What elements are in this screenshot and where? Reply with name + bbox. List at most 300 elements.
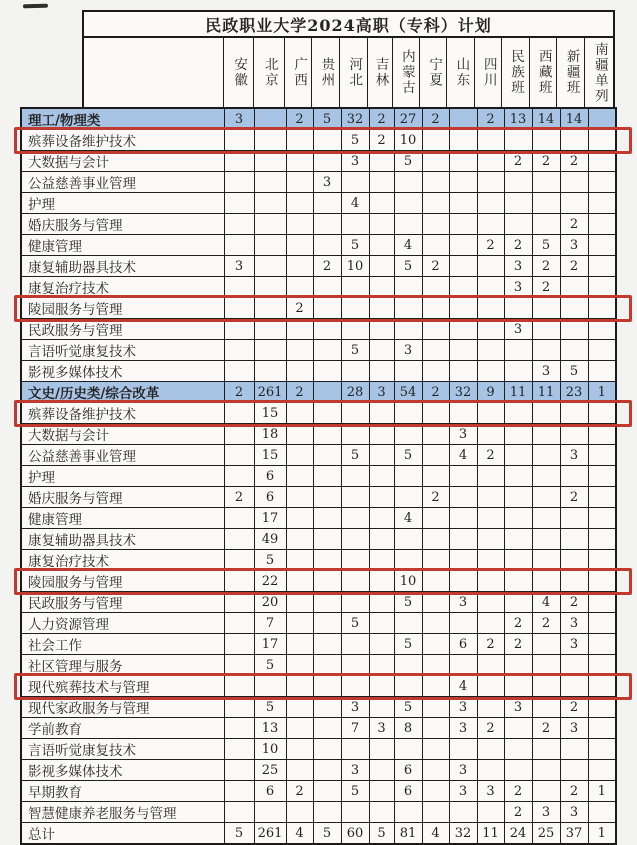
value-cell: 28	[341, 382, 369, 403]
row-label: 言语听觉康复技术	[21, 739, 224, 760]
row-label: 社区管理与服务	[21, 655, 224, 676]
value-cell: 5	[394, 634, 422, 655]
value-cell	[532, 403, 560, 424]
value-cell: 3	[560, 718, 588, 739]
row-label: 文史/历史类/综合改革	[21, 382, 224, 403]
value-cell	[254, 193, 286, 214]
value-cell: 3	[560, 613, 588, 634]
value-cell	[422, 529, 449, 550]
value-cell	[588, 739, 616, 760]
value-cell: 9	[477, 382, 504, 403]
value-cell: 3	[504, 319, 532, 340]
value-cell	[369, 256, 394, 277]
major-row	[21, 781, 616, 802]
value-cell	[422, 760, 449, 781]
value-cell	[369, 676, 394, 697]
value-cell	[286, 550, 313, 571]
value-cell	[532, 781, 560, 802]
value-cell	[449, 571, 477, 592]
row-label: 公益慈善事业管理	[21, 172, 224, 193]
value-cell	[224, 466, 254, 487]
value-cell	[341, 277, 369, 298]
value-cell: 261	[254, 382, 286, 403]
value-cell	[254, 340, 286, 361]
value-cell: 2	[224, 382, 254, 403]
value-cell: 2	[477, 634, 504, 655]
column-header-text: 新疆班	[563, 49, 580, 96]
value-cell	[449, 151, 477, 172]
value-cell: 22	[254, 571, 286, 592]
value-cell	[504, 655, 532, 676]
value-cell	[588, 550, 616, 571]
value-cell: 10	[394, 571, 422, 592]
value-cell	[224, 361, 254, 382]
value-cell: 2	[560, 151, 588, 172]
value-cell	[477, 529, 504, 550]
value-cell: 3	[341, 697, 369, 718]
value-cell	[254, 214, 286, 235]
value-cell: 3	[477, 781, 504, 802]
row-label: 社会工作	[21, 634, 224, 655]
value-cell: 4	[286, 823, 313, 845]
value-cell	[313, 550, 341, 571]
value-cell: 32	[449, 382, 477, 403]
value-cell	[422, 676, 449, 697]
value-cell	[477, 508, 504, 529]
value-cell	[224, 550, 254, 571]
column-header-text: 山东	[453, 57, 470, 88]
major-row	[21, 529, 616, 550]
value-cell	[477, 676, 504, 697]
value-cell: 3	[504, 277, 532, 298]
value-cell: 25	[532, 823, 560, 845]
value-cell	[422, 697, 449, 718]
value-cell	[422, 298, 449, 319]
value-cell: 54	[394, 382, 422, 403]
value-cell	[588, 655, 616, 676]
value-cell	[504, 592, 532, 613]
value-cell	[394, 277, 422, 298]
value-cell	[341, 802, 369, 823]
value-cell	[224, 151, 254, 172]
value-cell	[286, 697, 313, 718]
value-cell: 5	[560, 361, 588, 382]
value-cell: 37	[560, 823, 588, 845]
value-cell: 7	[254, 613, 286, 634]
value-cell	[341, 361, 369, 382]
table-title-text: 民政职业大学2024高职（专科）计划	[205, 15, 492, 35]
value-cell	[504, 718, 532, 739]
value-cell	[422, 130, 449, 151]
value-cell	[588, 634, 616, 655]
value-cell	[369, 277, 394, 298]
value-cell	[504, 298, 532, 319]
value-cell	[449, 403, 477, 424]
value-cell: 14	[560, 108, 588, 130]
value-cell	[449, 193, 477, 214]
value-cell	[449, 739, 477, 760]
value-cell	[588, 340, 616, 361]
value-cell: 4	[532, 592, 560, 613]
row-label: 现代殡葬技术与管理	[21, 676, 224, 697]
value-cell: 2	[477, 235, 504, 256]
value-cell	[504, 550, 532, 571]
value-cell	[422, 508, 449, 529]
row-label: 殡葬设备维护技术	[21, 403, 224, 424]
value-cell: 4	[449, 676, 477, 697]
value-cell	[449, 256, 477, 277]
value-cell: 2	[477, 108, 504, 130]
value-cell	[504, 571, 532, 592]
major-row	[21, 256, 616, 277]
value-cell	[504, 529, 532, 550]
value-cell	[224, 193, 254, 214]
value-cell	[532, 655, 560, 676]
value-cell	[504, 214, 532, 235]
column-header-row	[82, 36, 615, 109]
value-cell: 3	[224, 256, 254, 277]
value-cell	[313, 193, 341, 214]
value-cell	[422, 718, 449, 739]
value-cell: 2	[560, 592, 588, 613]
value-cell	[422, 571, 449, 592]
row-label: 护理	[21, 193, 224, 214]
row-label: 大数据与会计	[21, 151, 224, 172]
value-cell: 2	[504, 802, 532, 823]
value-cell: 32	[449, 823, 477, 845]
value-cell	[341, 529, 369, 550]
value-cell	[224, 718, 254, 739]
value-cell	[224, 235, 254, 256]
value-cell	[313, 655, 341, 676]
value-cell	[286, 676, 313, 697]
value-cell	[588, 277, 616, 298]
value-cell	[532, 424, 560, 445]
value-cell	[477, 571, 504, 592]
value-cell: 2	[422, 487, 449, 508]
row-label: 影视多媒体技术	[21, 361, 224, 382]
value-cell	[449, 529, 477, 550]
value-cell	[313, 592, 341, 613]
value-cell	[286, 403, 313, 424]
value-cell	[313, 718, 341, 739]
major-row	[21, 466, 616, 487]
value-cell	[422, 739, 449, 760]
value-cell	[286, 760, 313, 781]
value-cell: 6	[394, 760, 422, 781]
value-cell	[369, 508, 394, 529]
value-cell: 261	[254, 823, 286, 845]
value-cell	[588, 529, 616, 550]
value-cell	[224, 277, 254, 298]
major-row	[21, 592, 616, 613]
value-cell	[504, 130, 532, 151]
value-cell	[313, 613, 341, 634]
value-cell: 14	[532, 108, 560, 130]
value-cell	[588, 151, 616, 172]
row-label: 智慧健康养老服务与管理	[21, 802, 224, 823]
value-cell	[422, 319, 449, 340]
value-cell: 2	[532, 718, 560, 739]
major-row	[21, 571, 616, 592]
value-cell	[449, 550, 477, 571]
value-cell	[532, 571, 560, 592]
value-cell: 3	[369, 718, 394, 739]
value-cell	[369, 319, 394, 340]
value-cell	[369, 655, 394, 676]
value-cell: 7	[341, 718, 369, 739]
value-cell	[422, 340, 449, 361]
value-cell	[369, 487, 394, 508]
value-cell	[286, 655, 313, 676]
value-cell	[588, 592, 616, 613]
value-cell	[588, 676, 616, 697]
value-cell	[532, 550, 560, 571]
value-cell	[313, 445, 341, 466]
value-cell	[422, 361, 449, 382]
row-label: 人力资源管理	[21, 613, 224, 634]
value-cell	[286, 445, 313, 466]
value-cell	[532, 634, 560, 655]
value-cell	[477, 277, 504, 298]
value-cell	[394, 172, 422, 193]
value-cell	[286, 739, 313, 760]
value-cell: 25	[254, 760, 286, 781]
value-cell	[422, 235, 449, 256]
value-cell: 13	[504, 108, 532, 130]
value-cell	[394, 319, 422, 340]
row-label: 现代家政服务与管理	[21, 697, 224, 718]
value-cell	[477, 424, 504, 445]
value-cell: 5	[394, 256, 422, 277]
value-cell	[560, 655, 588, 676]
row-label: 陵园服务与管理	[21, 571, 224, 592]
row-label: 影视多媒体技术	[21, 760, 224, 781]
value-cell: 4	[394, 235, 422, 256]
value-cell	[394, 466, 422, 487]
value-cell	[224, 214, 254, 235]
value-cell	[532, 319, 560, 340]
value-cell	[286, 424, 313, 445]
value-cell: 2	[504, 151, 532, 172]
value-cell	[504, 466, 532, 487]
value-cell	[369, 760, 394, 781]
value-cell	[341, 466, 369, 487]
column-header	[502, 38, 530, 107]
value-cell: 1	[588, 823, 616, 845]
column-header-text: 广西	[291, 57, 308, 88]
value-cell	[588, 487, 616, 508]
value-cell: 2	[504, 613, 532, 634]
value-cell	[532, 739, 560, 760]
value-cell	[560, 277, 588, 298]
value-cell: 2	[286, 108, 313, 130]
value-cell	[588, 613, 616, 634]
value-cell	[224, 613, 254, 634]
major-row	[21, 760, 616, 781]
value-cell: 5	[341, 235, 369, 256]
value-cell	[394, 298, 422, 319]
value-cell	[477, 361, 504, 382]
value-cell	[224, 508, 254, 529]
major-row	[21, 424, 616, 445]
value-cell	[449, 108, 477, 130]
value-cell	[422, 193, 449, 214]
value-cell	[560, 508, 588, 529]
value-cell: 2	[560, 256, 588, 277]
empty-corner-cell	[84, 38, 224, 107]
value-cell: 6	[394, 781, 422, 802]
value-cell	[313, 361, 341, 382]
row-label: 总计	[21, 823, 224, 845]
value-cell	[341, 172, 369, 193]
value-cell	[313, 298, 341, 319]
value-cell	[477, 319, 504, 340]
value-cell	[560, 319, 588, 340]
value-cell: 5	[341, 781, 369, 802]
value-cell: 5	[341, 445, 369, 466]
value-cell: 1	[588, 781, 616, 802]
section-header-row	[21, 108, 616, 130]
value-cell: 17	[254, 634, 286, 655]
column-header-text: 南疆单列	[591, 41, 608, 104]
value-cell: 5	[224, 823, 254, 845]
value-cell	[341, 655, 369, 676]
value-cell	[369, 697, 394, 718]
column-header-text: 北京	[261, 57, 278, 88]
value-cell: 2	[532, 613, 560, 634]
value-cell	[254, 172, 286, 193]
value-cell	[477, 298, 504, 319]
value-cell	[369, 361, 394, 382]
value-cell: 2	[504, 634, 532, 655]
value-cell: 3	[449, 592, 477, 613]
value-cell	[286, 130, 313, 151]
value-cell	[286, 508, 313, 529]
value-cell	[532, 193, 560, 214]
value-cell	[224, 634, 254, 655]
value-cell	[313, 319, 341, 340]
row-label: 婚庆服务与管理	[21, 487, 224, 508]
column-header-text: 贵州	[318, 57, 335, 88]
column-header-text: 西藏班	[535, 49, 552, 96]
value-cell	[477, 550, 504, 571]
value-cell	[313, 508, 341, 529]
value-cell	[313, 571, 341, 592]
value-cell	[286, 361, 313, 382]
value-cell: 5	[313, 108, 341, 130]
value-cell	[341, 319, 369, 340]
value-cell	[286, 529, 313, 550]
value-cell	[560, 298, 588, 319]
major-row	[21, 277, 616, 298]
value-cell	[254, 298, 286, 319]
major-row	[21, 655, 616, 676]
value-cell	[341, 508, 369, 529]
major-row	[21, 508, 616, 529]
column-header	[285, 38, 312, 107]
value-cell	[313, 382, 341, 403]
value-cell	[588, 508, 616, 529]
value-cell	[224, 592, 254, 613]
value-cell	[369, 592, 394, 613]
value-cell	[341, 403, 369, 424]
value-cell: 2	[504, 235, 532, 256]
value-cell: 3	[560, 445, 588, 466]
major-row	[21, 319, 616, 340]
value-cell	[313, 697, 341, 718]
value-cell	[313, 277, 341, 298]
value-cell: 10	[254, 739, 286, 760]
value-cell	[477, 466, 504, 487]
column-header	[447, 38, 475, 107]
value-cell	[560, 172, 588, 193]
value-cell: 2	[532, 151, 560, 172]
value-cell	[341, 571, 369, 592]
value-cell	[224, 403, 254, 424]
value-cell	[224, 676, 254, 697]
value-cell	[422, 550, 449, 571]
value-cell	[286, 571, 313, 592]
column-header-text: 内蒙古	[398, 49, 415, 96]
major-row	[21, 550, 616, 571]
value-cell	[341, 739, 369, 760]
value-cell	[369, 172, 394, 193]
major-row	[21, 214, 616, 235]
value-cell	[224, 781, 254, 802]
value-cell	[286, 319, 313, 340]
value-cell: 5	[254, 697, 286, 718]
value-cell	[422, 466, 449, 487]
value-cell	[254, 256, 286, 277]
major-row	[21, 634, 616, 655]
value-cell	[422, 403, 449, 424]
value-cell	[224, 340, 254, 361]
value-cell	[588, 256, 616, 277]
row-label: 早期教育	[21, 781, 224, 802]
value-cell	[341, 298, 369, 319]
value-cell: 23	[560, 382, 588, 403]
value-cell	[532, 760, 560, 781]
value-cell	[286, 802, 313, 823]
value-cell	[422, 634, 449, 655]
value-cell	[560, 739, 588, 760]
value-cell	[449, 298, 477, 319]
value-cell: 3	[341, 760, 369, 781]
row-label: 康复辅助器具技术	[21, 529, 224, 550]
value-cell	[313, 739, 341, 760]
value-cell	[422, 592, 449, 613]
value-cell	[369, 802, 394, 823]
value-cell	[477, 739, 504, 760]
value-cell	[588, 319, 616, 340]
value-cell	[286, 256, 313, 277]
value-cell	[449, 235, 477, 256]
value-cell	[449, 487, 477, 508]
value-cell	[286, 487, 313, 508]
value-cell	[449, 361, 477, 382]
value-cell	[588, 172, 616, 193]
value-cell: 3	[449, 781, 477, 802]
major-row	[21, 361, 616, 382]
value-cell	[254, 361, 286, 382]
total-row	[21, 823, 616, 845]
value-cell	[369, 466, 394, 487]
value-cell: 81	[394, 823, 422, 845]
value-cell	[254, 802, 286, 823]
value-cell	[477, 487, 504, 508]
row-label: 健康管理	[21, 508, 224, 529]
